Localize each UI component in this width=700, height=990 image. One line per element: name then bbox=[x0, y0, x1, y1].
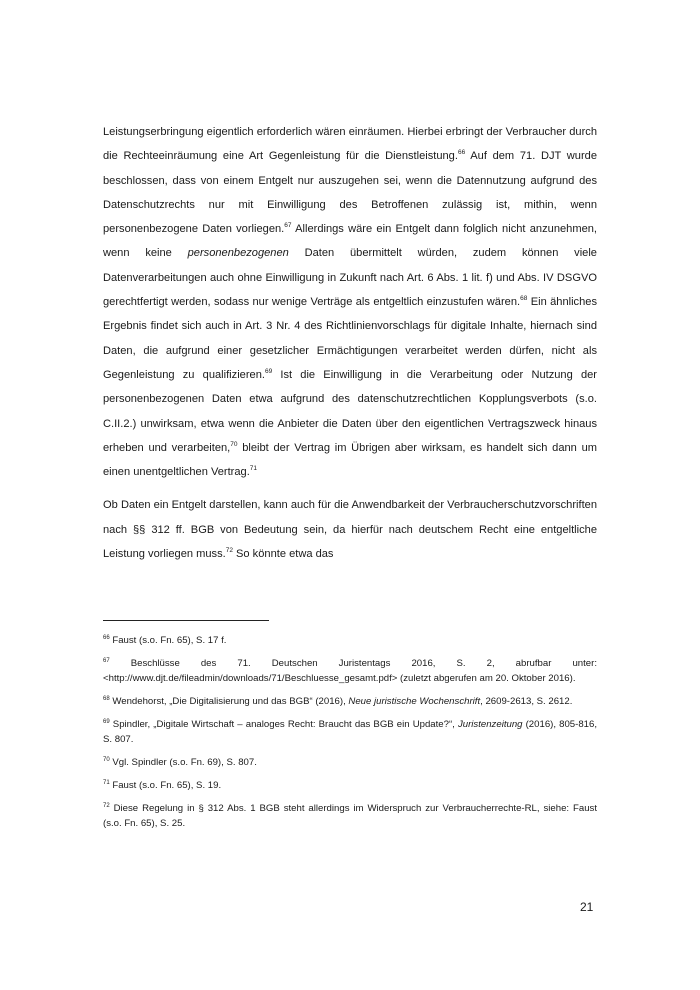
text-run: Ist die Einwilligung in die Verarbeitung oder Nutzung der personenbezogenen Daten etwa aufgrund des datenschutzrechtlichen Kopplungsverbots (s.o. C.II.2.) unwirksam, etwa wenn die Anbieter die Daten über den eigentlichen Vertragszweck hinaus erheben und verarbeiten, bbox=[103, 368, 597, 454]
footnote-reference: 68 bbox=[520, 295, 528, 303]
footnote-reference: 66 bbox=[457, 149, 466, 157]
text-run: Ein ähnliches Ergebnis findet sich auch in Art. 3 Nr. 4 des Richtlinienvorschlags für digitale Inhalte, hiernach sind Daten, die aufgrund einer gesetzlicher Ermächtigungen verarbeitet werden dürfen, nicht als Gegenleistung zu qualifizieren. bbox=[103, 296, 597, 381]
footnote-number: 69 bbox=[103, 719, 110, 725]
footnote-67 bbox=[103, 656, 597, 686]
footnote-number: 72 bbox=[103, 803, 110, 809]
text-run: (2016), 805-816, S. 807. bbox=[103, 719, 597, 745]
text-run: Auf dem 71. DJT wurde beschlossen, dass von einem Entgelt nur auszugehen sei, wenn die Datennutzung aufgrund des Datenschutzrechts nur mit Einwilligung des Betroffenen zulässig ist, mithin, wenn personenbezogene Daten vorliegen. bbox=[103, 150, 598, 236]
body-paragraph bbox=[103, 493, 597, 566]
text-run: Allerdings wäre ein Entgelt dann folglich nicht anzunehmen, wenn keine bbox=[103, 223, 597, 260]
footnote-number: 70 bbox=[103, 757, 110, 763]
footnote-number: 68 bbox=[103, 696, 110, 702]
text-run: , 2609-2613, S. 2612. bbox=[480, 696, 573, 707]
text-run: Wendehorst, „Die Digitalisierung und das BGB“ (2016), bbox=[109, 696, 349, 707]
text-run: Spindler, „Digitale Wirtschaft – analoges Recht: Braucht das BGB ein Update?“, bbox=[109, 719, 458, 730]
italic-text: personenbezogenen bbox=[187, 247, 289, 260]
footnote-number: 67 bbox=[103, 658, 110, 664]
text-run: Leistungserbringung eigentlich erforderlich wären einräumen. Hierbei erbringt der Verbraucher durch die Rechteeinräumung eine Art Gegenleistung für die Dienstleistung. bbox=[103, 126, 597, 163]
footnote-separator bbox=[103, 620, 269, 621]
footnote-reference: 70 bbox=[230, 440, 238, 448]
text-run: Faust (s.o. Fn. 65), S. 19. bbox=[109, 780, 222, 791]
text-run: bleibt der Vertrag im Übrigen aber wirksam, es handelt sich dann um einen unentgeltlichen Vertrag. bbox=[103, 441, 597, 479]
footnote-number: 66 bbox=[103, 635, 110, 641]
footnote-reference: 72 bbox=[225, 547, 233, 555]
footnote-66 bbox=[103, 633, 597, 648]
footnote-71 bbox=[103, 778, 597, 793]
page-number: 21 bbox=[580, 900, 594, 914]
footnote-69 bbox=[103, 717, 597, 747]
text-run: Beschlüsse des 71. Deutschen Juristentags 2016, S. 2, abrufbar unter: <http://www.djt.de/fileadmin/downloads/71/Beschluesse_gesamt.pdf> (zuletzt abgerufen am 20. Oktober 2016). bbox=[103, 658, 597, 684]
footnote-reference: 71 bbox=[249, 465, 258, 473]
italic-text: Juristenzeitung bbox=[457, 719, 523, 730]
footnote-reference: 67 bbox=[284, 222, 292, 230]
footnote-68 bbox=[103, 694, 597, 709]
footnote-number: 71 bbox=[103, 780, 110, 786]
text-run: Vgl. Spindler (s.o. Fn. 69), S. 807. bbox=[109, 757, 257, 768]
footnote-70 bbox=[103, 755, 597, 770]
italic-text: Neue juristische Wochenschrift bbox=[348, 696, 481, 707]
text-run: Diese Regelung in § 312 Abs. 1 BGB steht allerdings im Widerspruch zur Verbraucherrechte-RL, siehe: Faust (s.o. Fn. 65), S. 25. bbox=[103, 803, 597, 829]
footnotes bbox=[103, 633, 597, 839]
body-paragraph bbox=[103, 120, 597, 484]
footnote-72 bbox=[103, 801, 597, 831]
text-run: So könnte etwa das bbox=[232, 548, 334, 561]
footnote-reference: 69 bbox=[264, 367, 273, 375]
text-run: Daten übermittelt würden, zudem können viele Datenverarbeitungen auch ohne Einwilligung in Zukunft nach Art. 6 Abs. 1 lit. f) und Abs. IV DSGVO gerechtfertigt werden, sodass nur wenige Verträge als entgeltlich einzustufen wären. bbox=[103, 247, 597, 309]
text-run: Ob Daten ein Entgelt darstellen, kann auch für die Anwendbarkeit der Verbraucherschutzvorschriften nach §§ 312 ff. BGB von Bedeutung sein, da hierfür nach deutschem Recht eine entgeltliche Leistung vorliegen muss. bbox=[103, 499, 597, 561]
body-text bbox=[103, 120, 597, 566]
text-run: Faust (s.o. Fn. 65), S. 17 f. bbox=[109, 635, 227, 646]
